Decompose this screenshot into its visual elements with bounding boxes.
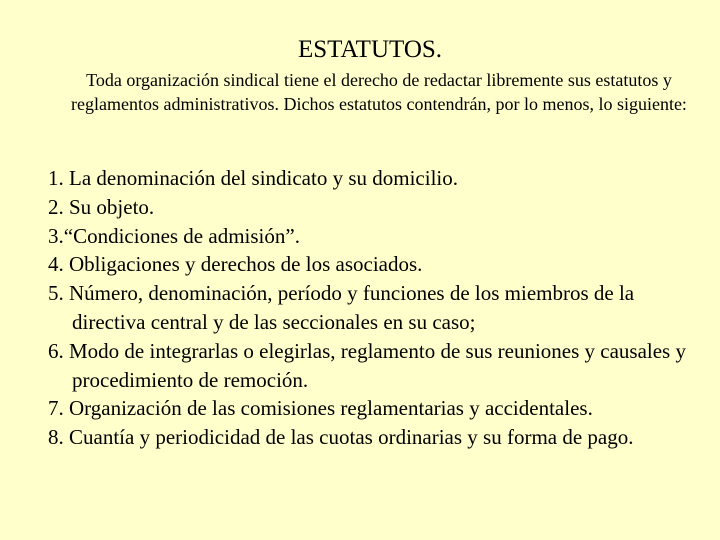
page-title: ESTATUTOS.: [297, 36, 443, 63]
list-item: 5. Número, denominación, período y funciones de los miembros de la directiva central y de las seccionales en su caso;: [48, 281, 635, 334]
list-item: 8. Cuantía y periodicidad de las cuotas ordinarias y su forma de pago.: [48, 425, 634, 450]
list-item: 6. Modo de integrarlas o elegirlas, reglamento de sus reuniones y causales y procedimiento de remoción.: [48, 338, 686, 392]
list-item: 4. Obligaciones y derechos de los asociados.: [48, 252, 423, 277]
requirements-list: [48, 164, 698, 452]
list-item: 1. La denominación del sindicato y su domicilio.: [48, 166, 459, 190]
list-item: 7. Organización de las comisiones reglamentarias y accidentales.: [48, 396, 593, 421]
intro-paragraph: Toda organización sindical tiene el derecho de redactar libremente sus estatutos y reglamentos administrativos. Dichos estatutos contendrán, por lo menos, lo siguiente:: [71, 70, 687, 114]
list-item: 2. Su objeto.: [48, 194, 155, 219]
list-item: 3.“Condiciones de admisión”.: [48, 223, 300, 248]
